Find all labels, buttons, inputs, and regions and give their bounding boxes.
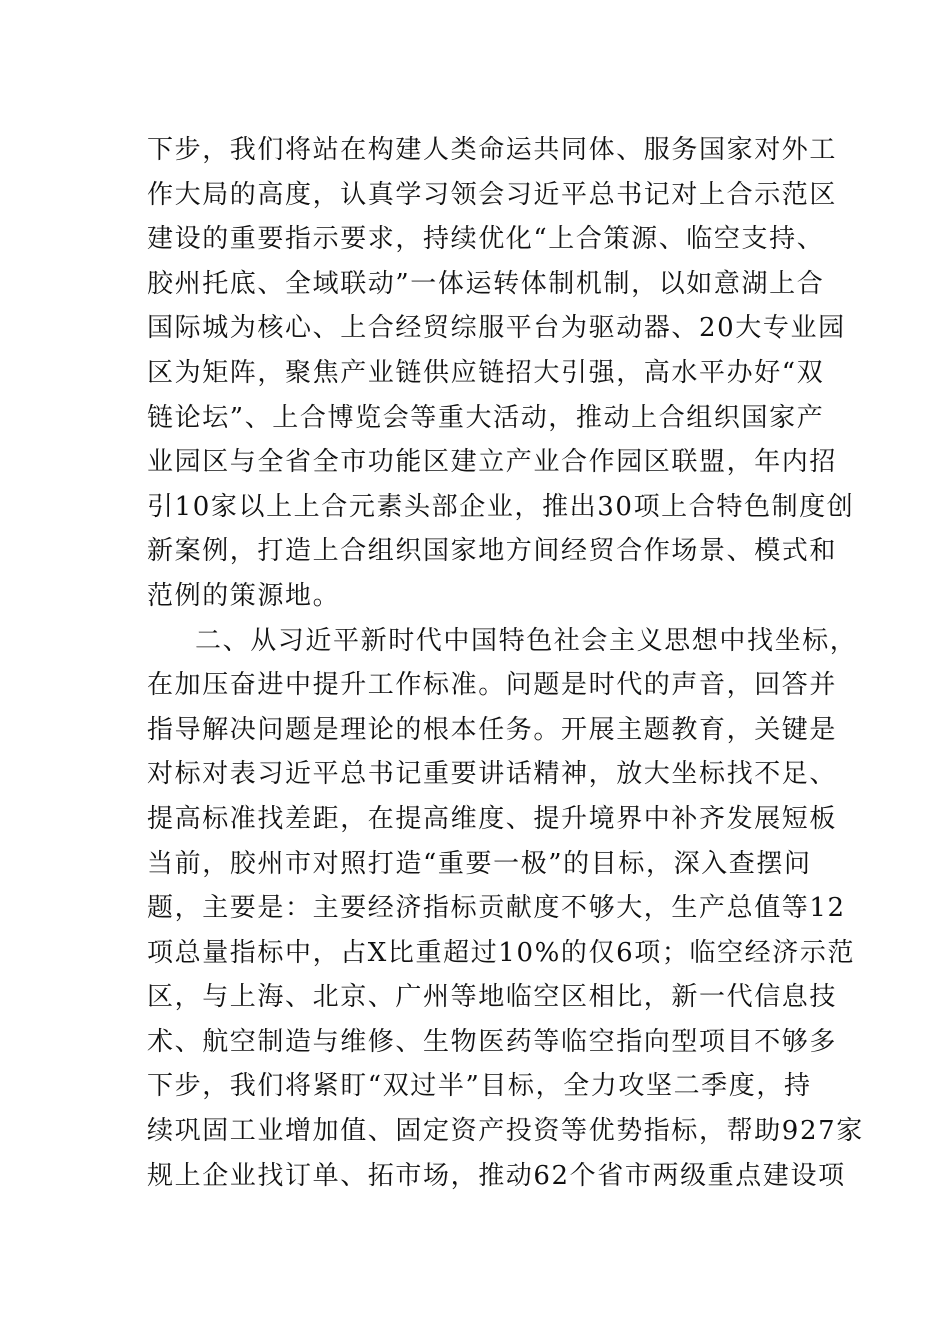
text-line: 提高标准找差距，在提高维度、提升境界中补齐发展短板 bbox=[147, 803, 838, 834]
text-line: 引10家以上上合元素头部企业，推出30项上合特色制度创 bbox=[147, 491, 855, 522]
text-line: 下步，我们将紧盯“双过半”目标，全力攻坚二季度，持 bbox=[147, 1071, 812, 1102]
text-line: 业园区与全省全市功能区建立产业合作园区联盟，年内招 bbox=[147, 447, 838, 478]
text-line: 国际城为核心、上合经贸综服平台为驱动器、20大专业园 bbox=[147, 313, 846, 344]
text-line: 范例的策源地。 bbox=[147, 580, 341, 611]
text-line: 作大局的高度，认真学习领会习近平总书记对上合示范区 bbox=[147, 179, 838, 210]
text-line: 下步，我们将站在构建人类命运共同体、服务国家对外工 bbox=[147, 135, 838, 165]
text-line: 指导解决问题是理论的根本任务。开展主题教育，关键是 bbox=[147, 714, 838, 745]
section-heading-line: 二、从习近平新时代中国特色社会主义思想中找坐标， bbox=[195, 625, 858, 656]
text-line: 在加压奋进中提升工作标准。问题是时代的声音，回答并 bbox=[147, 670, 838, 701]
text-line: 胶州托底、全域联动”一体运转体制机制，以如意湖上合 bbox=[147, 268, 825, 299]
text-line: 链论坛”、上合博览会等重大活动，推动上合组织国家产 bbox=[147, 402, 825, 433]
text-line: 续巩固工业增加值、固定资产投资等优势指标，帮助927家 bbox=[147, 1116, 864, 1147]
text-line: 区为矩阵，聚焦产业链供应链招大引强，高水平办好“双 bbox=[147, 357, 825, 388]
text-line: 术、航空制造与维修、生物医药等临空指向型项目不够多 bbox=[147, 1026, 838, 1057]
text-line: 规上企业找订单、拓市场，推动62个省市两级重点建设项 bbox=[147, 1160, 846, 1191]
text-line: 当前，胶州市对照打造“重要一极”的目标，深入查摆问 bbox=[147, 848, 812, 879]
text-line: 项总量指标中，占X比重超过10%的仅6项；临空经济示范 bbox=[147, 937, 856, 968]
text-line: 建设的重要指示要求，持续优化“上合策源、临空支持、 bbox=[147, 224, 825, 255]
text-line: 区，与上海、北京、广州等地临空区相比，新一代信息技 bbox=[147, 982, 838, 1013]
text-line: 对标对表习近平总书记重要讲话精神，放大坐标找不足、 bbox=[147, 759, 838, 790]
text-line: 题，主要是：主要经济指标贡献度不够大，生产总值等12 bbox=[147, 893, 846, 924]
text-line: 新案例，打造上合组织国家地方间经贸合作场景、模式和 bbox=[147, 536, 838, 567]
document-body bbox=[147, 128, 864, 1198]
